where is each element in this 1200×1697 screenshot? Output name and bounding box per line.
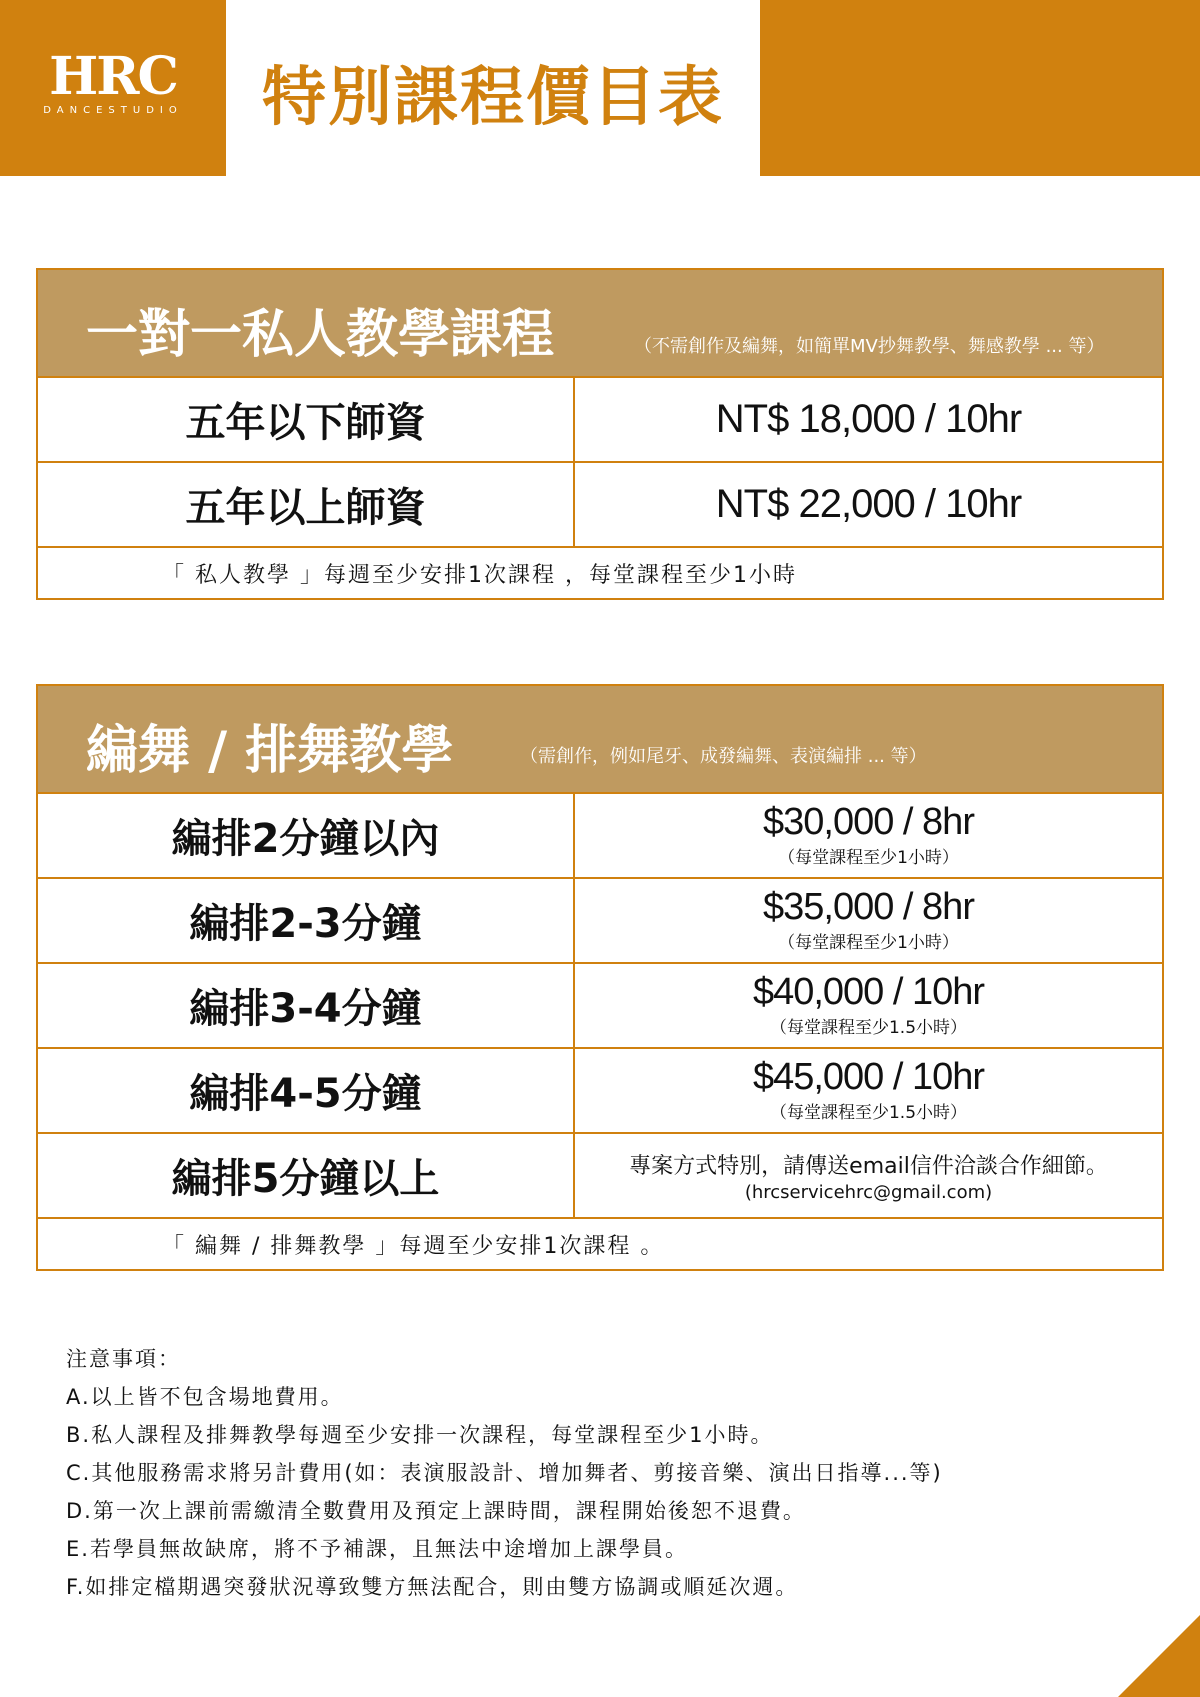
private-lesson-section [36, 268, 1164, 600]
price-row [38, 1049, 1162, 1134]
teacher-level-label: 五年以上師資 [38, 463, 575, 546]
duration-label: 編排2分鐘以內 [38, 794, 575, 877]
price-row [38, 879, 1162, 964]
choreography-section [36, 684, 1164, 1271]
private-section-note: （不需創作及編舞，如簡單MV抄舞教學、舞感教學 ... 等） [634, 336, 1105, 357]
duration-label: 編排5分鐘以上 [38, 1134, 575, 1217]
price-value: $40,000 / 10hr [752, 971, 985, 1013]
private-section-header [38, 270, 1162, 378]
price-row [38, 1134, 1162, 1219]
private-section-title: 一對一私人教學課程 [86, 305, 555, 365]
price-value: $35,000 / 8hr [763, 886, 974, 928]
corner-triangle [1118, 1615, 1200, 1697]
price-value: NT$ 18,000 / 10hr [715, 397, 1022, 441]
choreo-section-header [38, 686, 1162, 794]
header-accent-block [760, 0, 1200, 176]
price-note: （每堂課程至少1小時） [778, 848, 959, 868]
price-row [38, 794, 1162, 879]
price-value: $30,000 / 8hr [763, 801, 974, 843]
note-item: B.私人課程及排舞教學每週至少安排一次課程，每堂課程至少1小時。 [66, 1423, 774, 1447]
choreo-section-footer: 「 編舞 / 排舞教學 」每週至少安排1次課程 。 [162, 1233, 665, 1259]
note-item: C.其他服務需求將另計費用(如：表演服設計、增加舞者、剪接音樂、演出日指導...等) [66, 1461, 943, 1485]
price-row [38, 964, 1162, 1049]
price-value: $45,000 / 10hr [752, 1056, 985, 1098]
logo-main-text: HRC [49, 46, 177, 107]
price-note: （每堂課程至少1.5小時） [769, 1103, 968, 1123]
contact-email: (hrcservicehrc@gmail.com) [744, 1181, 993, 1203]
note-item: E.若學員無故缺席，將不予補課，且無法中途增加上課學員。 [66, 1537, 688, 1561]
price-row [38, 378, 1162, 463]
custom-quote-text: 專案方式特別，請傳送email信件洽談合作細節。 [629, 1153, 1108, 1179]
page-title: 特別課程價目表 [262, 61, 724, 135]
note-item: A.以上皆不包含場地費用。 [66, 1385, 344, 1409]
notes-section [66, 1340, 943, 1606]
duration-label: 編排2-3分鐘 [38, 879, 575, 962]
note-item: D.第一次上課前需繳清全數費用及預定上課時間，課程開始後恕不退費。 [66, 1499, 806, 1523]
choreo-section-note: （需創作，例如尾牙、成發編舞、表演編排 ... 等） [520, 746, 927, 767]
notes-heading: 注意事項： [66, 1347, 181, 1371]
price-note: （每堂課程至少1.5小時） [769, 1018, 968, 1038]
logo [0, 0, 226, 176]
price-row [38, 463, 1162, 548]
teacher-level-label: 五年以下師資 [38, 378, 575, 461]
price-note: （每堂課程至少1小時） [778, 933, 959, 953]
choreo-section-title: 編舞 / 排舞教學 [86, 721, 454, 781]
logo-sub-text: DANCESTUDIO [43, 105, 183, 116]
duration-label: 編排3-4分鐘 [38, 964, 575, 1047]
duration-label: 編排4-5分鐘 [38, 1049, 575, 1132]
note-item: F.如排定檔期遇突發狀況導致雙方無法配合，則由雙方協調或順延次週。 [66, 1575, 799, 1599]
private-section-footer: 「 私人教學 」每週至少安排1次課程 ，每堂課程至少1小時 [162, 562, 797, 588]
price-value: NT$ 22,000 / 10hr [715, 482, 1022, 526]
